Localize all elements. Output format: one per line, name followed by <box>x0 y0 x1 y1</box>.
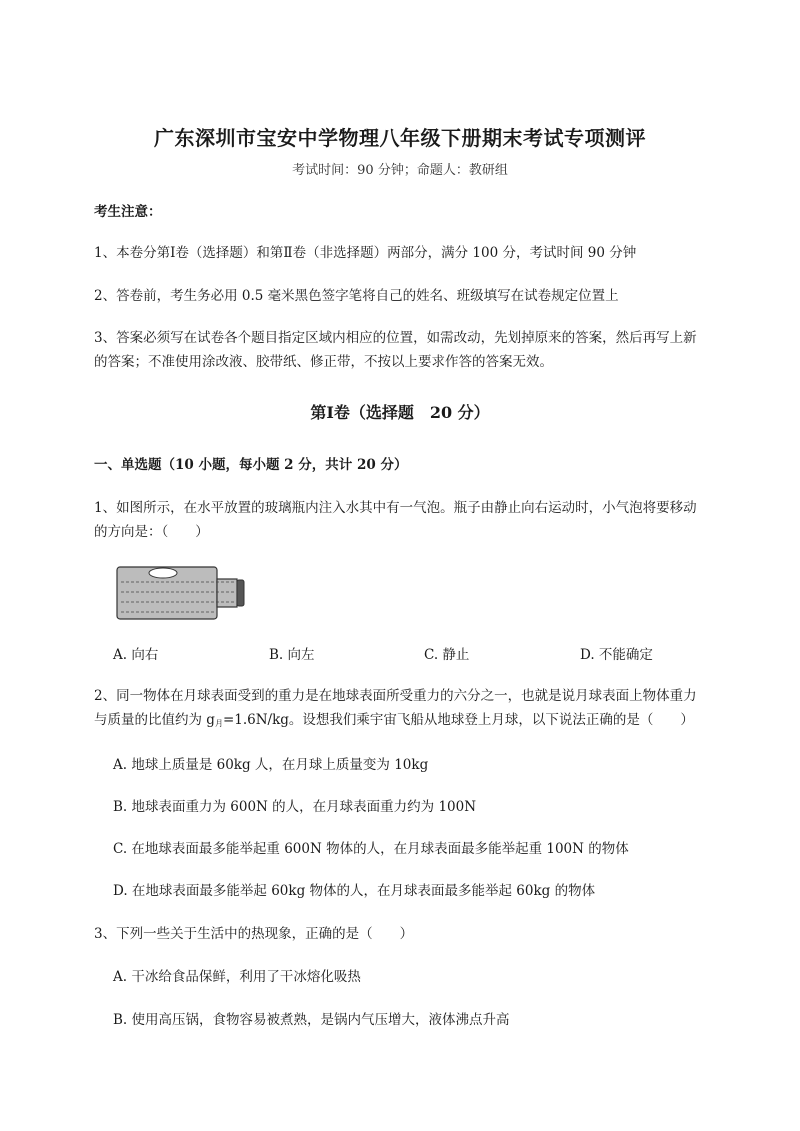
notice-item-3: 3、答案必须写在试卷各个题目指定区域内相应的位置，如需改动，先划掉原来的答案，然后再写上新的答案；不准使用涂改液、胶带纸、修正带，不按以上要求作答的答案无效。 <box>94 330 697 370</box>
q1-option-b: B. 向左 <box>269 647 315 663</box>
q2-stem-post: =1.6N/kg。设想我们乘宇宙飞船从地球登上月球，以下说法正确的是（ ） <box>222 712 694 728</box>
bottle-figure <box>113 563 253 623</box>
q3-option-b: B. 使用高压锅，食物容易被煮熟，是锅内气压增大，液体沸点升高 <box>113 1012 510 1028</box>
q2-stem-subscript: 月 <box>214 719 223 728</box>
section-heading: 一、单选题（10 小题，每小题 2 分，共计 20 分） <box>94 457 408 473</box>
q3-option-a: A. 干冰给食品保鲜，利用了干冰熔化吸热 <box>113 969 361 985</box>
q2-option-d: D. 在地球表面最多能举起 60kg 物体的人，在月球表面最多能举起 60kg 的物体 <box>113 883 596 899</box>
q2-option-a: A. 地球上质量是 60kg 人，在月球上质量变为 10kg <box>113 757 429 773</box>
q2-stem-pre: 2、同一物体在月球表面受到的重力是在地球表面所受重力的六分之一，也就是说月球表面上物体重力与质量的比值约为 g <box>94 688 697 728</box>
question-1-stem: 1、如图所示，在水平放置的玻璃瓶内注入水其中有一气泡。瓶子由静止向右运动时，小气泡将要移动的方向是：（ ） <box>94 500 697 540</box>
q2-option-b: B. 地球表面重力为 600N 的人，在月球表面重力约为 100N <box>113 799 477 815</box>
notice-item-2: 2、答卷前，考生务必用 0.5 毫米黑色签字笔将自己的姓名、班级填写在试卷规定位置上 <box>94 288 619 304</box>
q1-option-c: C. 静止 <box>424 647 470 663</box>
question-3-stem: 3、下列一些关于生活中的热现象，正确的是（ ） <box>94 926 414 942</box>
page-title: 广东深圳市宝安中学物理八年级下册期末考试专项测评 <box>154 126 646 150</box>
notice-heading: 考生注意： <box>94 204 162 220</box>
part1-heading: 第Ⅰ卷（选择题 20 分） <box>310 403 490 422</box>
notice-item-1: 1、本卷分第Ⅰ卷（选择题）和第Ⅱ卷（非选择题）两部分，满分 100 分，考试时间 90 分钟 <box>94 245 637 261</box>
q2-option-c: C. 在地球表面最多能举起重 600N 物体的人，在月球表面最多能举起重 100N 的物体 <box>113 841 629 857</box>
exam-info: 考试时间：90 分钟；命题人：教研组 <box>292 163 508 178</box>
question-2-stem <box>94 684 710 736</box>
q1-option-a: A. 向右 <box>113 647 159 663</box>
q1-option-d: D. 不能确定 <box>580 647 653 663</box>
